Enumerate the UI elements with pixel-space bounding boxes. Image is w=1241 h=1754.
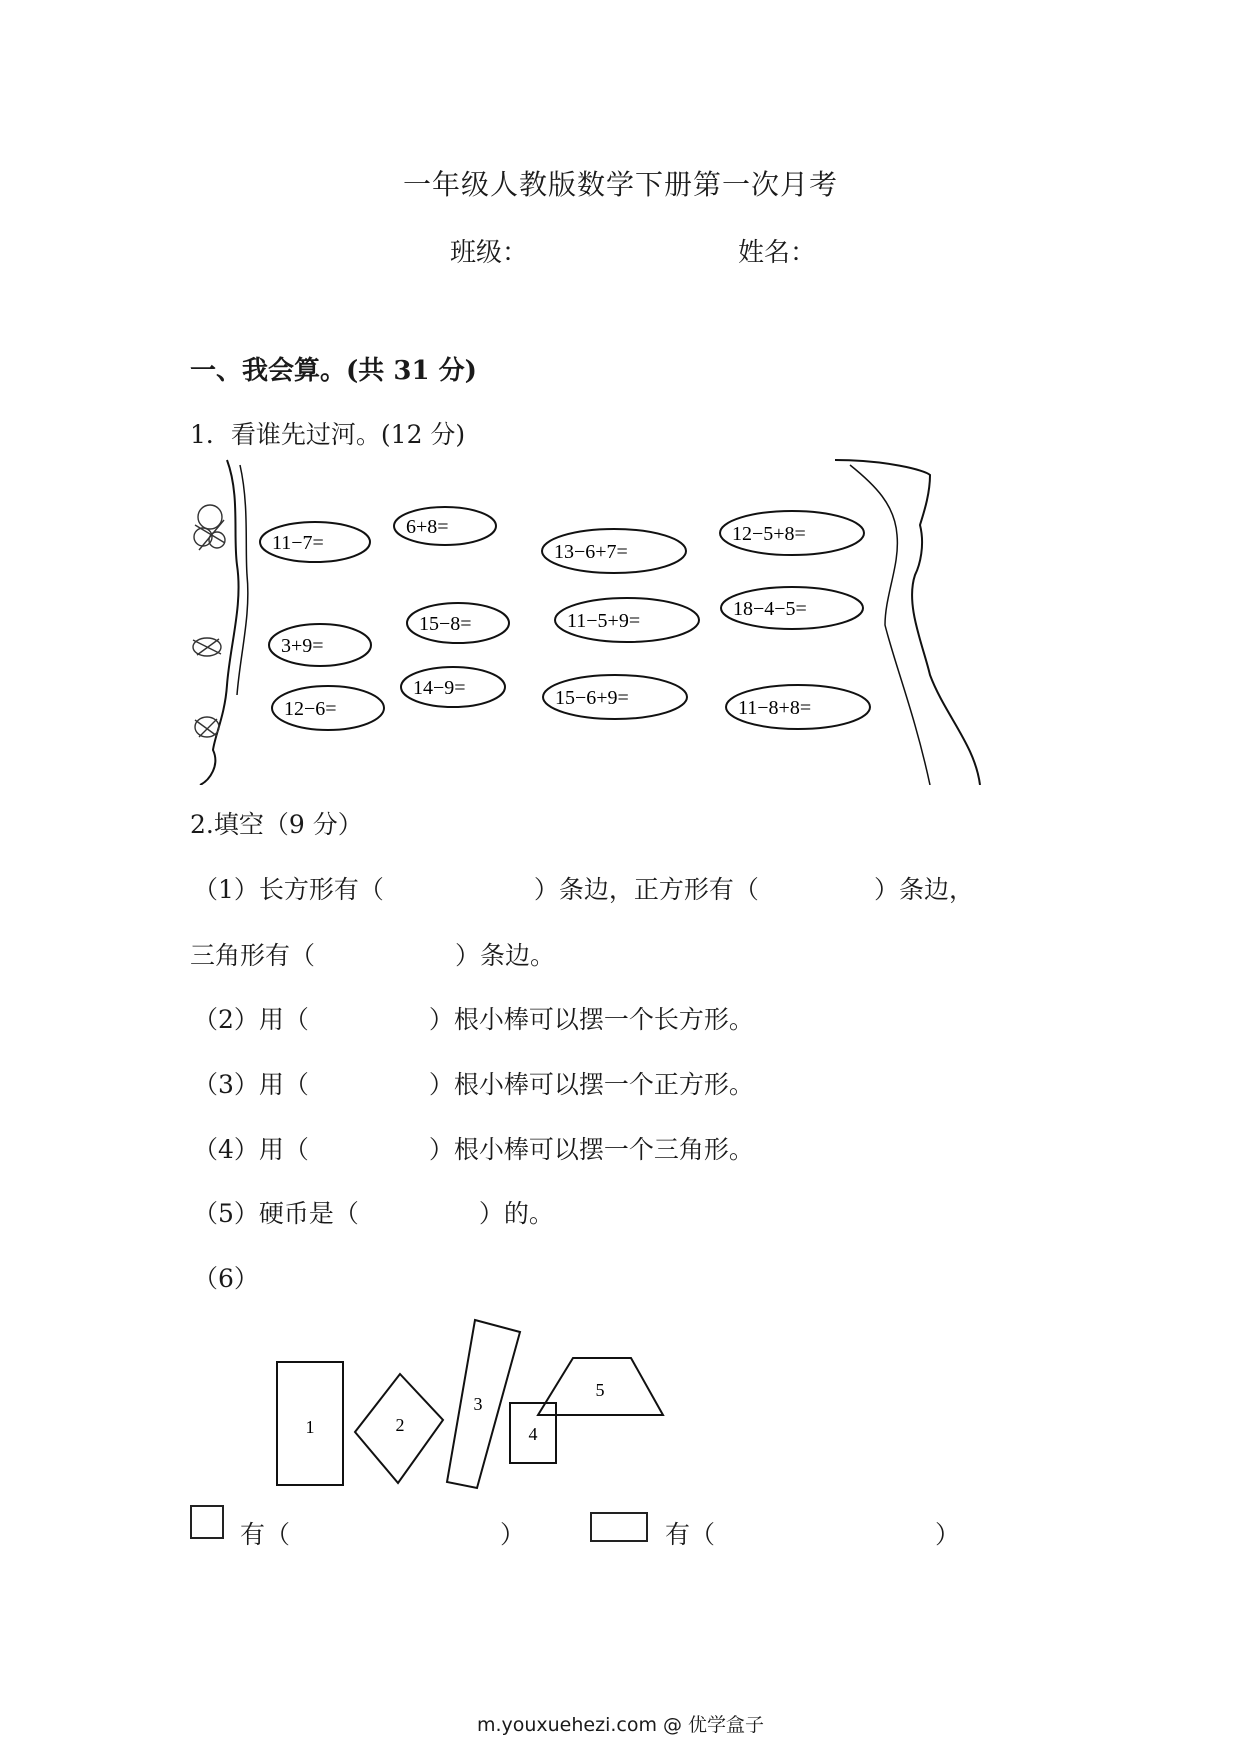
fill-item-1-part-d: 三角形有（ xyxy=(190,941,316,970)
equation-text-6: 15−8= xyxy=(419,613,472,635)
equation-text-4: 12−5+8= xyxy=(732,523,806,545)
equation-text-10: 14−9= xyxy=(413,677,466,699)
answer-rectangle-close: ） xyxy=(935,1520,961,1549)
square-symbol xyxy=(190,1505,224,1539)
fill-item-1-part-e: ）条边。 xyxy=(455,941,556,970)
equation-text-12: 11−8+8= xyxy=(738,697,812,719)
rectangle-symbol xyxy=(590,1512,648,1542)
fill-item-2 xyxy=(193,1000,754,1036)
equation-text-9: 12−6= xyxy=(284,698,337,720)
animal-icon-bottom xyxy=(195,717,219,737)
answer-rectangle-label: 有（ xyxy=(665,1520,716,1549)
shape-1-number: 1 xyxy=(305,1417,315,1437)
equation-text-2: 6+8= xyxy=(406,516,449,538)
fill-item-1-part-b: ）条边，正方形有（ xyxy=(533,875,759,904)
fill-item-3-part-b: ）根小棒可以摆一个正方形。 xyxy=(428,1070,754,1099)
fill-item-2-part-b: ）根小棒可以摆一个长方形。 xyxy=(428,1005,754,1034)
fill-item-6: （6） xyxy=(193,1264,259,1293)
answer-rectangle xyxy=(665,1515,960,1551)
fill-item-5-part-b: ）的。 xyxy=(478,1199,554,1228)
river-crossing-figure xyxy=(185,455,1035,785)
shape-4-number: 4 xyxy=(528,1424,538,1444)
shape-2-number: 2 xyxy=(395,1415,405,1435)
section-1-heading: 一、我会算。(共 31 分) xyxy=(190,356,477,386)
fill-item-3 xyxy=(193,1065,754,1101)
equation-text-3: 13−6+7= xyxy=(554,541,628,563)
fill-item-4 xyxy=(193,1130,754,1166)
fill-item-4-part-a: （4）用（ xyxy=(193,1135,309,1164)
fill-item-4-part-b: ）根小棒可以摆一个三角形。 xyxy=(428,1135,754,1164)
question-1-title: 1．看谁先过河。(12 分) xyxy=(190,420,466,449)
fill-item-2-part-a: （2）用（ xyxy=(193,1005,309,1034)
right-bank-line-inner xyxy=(850,465,930,785)
footer-source: m.youxuehezi.com @ 优学盒子 xyxy=(476,1714,765,1736)
name-label: 姓名： xyxy=(738,238,817,268)
animal-icon-top xyxy=(194,505,225,550)
class-label: 班级： xyxy=(450,238,529,268)
fill-item-1-row2 xyxy=(190,936,555,972)
right-bank-line xyxy=(835,460,980,785)
equation-ovals xyxy=(260,507,870,730)
equation-text-7: 11−5+9= xyxy=(567,610,641,632)
shapes-figure xyxy=(270,1310,680,1500)
equation-text-1: 11−7= xyxy=(272,532,324,554)
answer-square xyxy=(240,1515,525,1551)
fill-item-1-part-a: （1）长方形有（ xyxy=(193,875,384,904)
answer-square-label: 有（ xyxy=(240,1520,291,1549)
fill-item-5 xyxy=(193,1194,554,1230)
fill-item-5-part-a: （5）硬币是（ xyxy=(193,1199,359,1228)
page-title: 一年级人教版数学下册第一次月考 xyxy=(402,168,838,201)
fill-item-1-row1 xyxy=(193,870,974,906)
equation-text-11: 15−6+9= xyxy=(555,687,629,709)
fill-item-3-part-a: （3）用（ xyxy=(193,1070,309,1099)
animal-icon-middle xyxy=(193,638,221,656)
shape-3-number: 3 xyxy=(473,1394,483,1414)
equation-text-8: 18−4−5= xyxy=(733,598,807,620)
question-2-title: 2.填空（9 分） xyxy=(190,810,363,839)
shape-5-number: 5 xyxy=(595,1380,605,1400)
fill-item-1-part-c: ）条边， xyxy=(873,875,974,904)
equation-text-5: 3+9= xyxy=(281,635,324,657)
answer-square-close: ） xyxy=(500,1520,526,1549)
